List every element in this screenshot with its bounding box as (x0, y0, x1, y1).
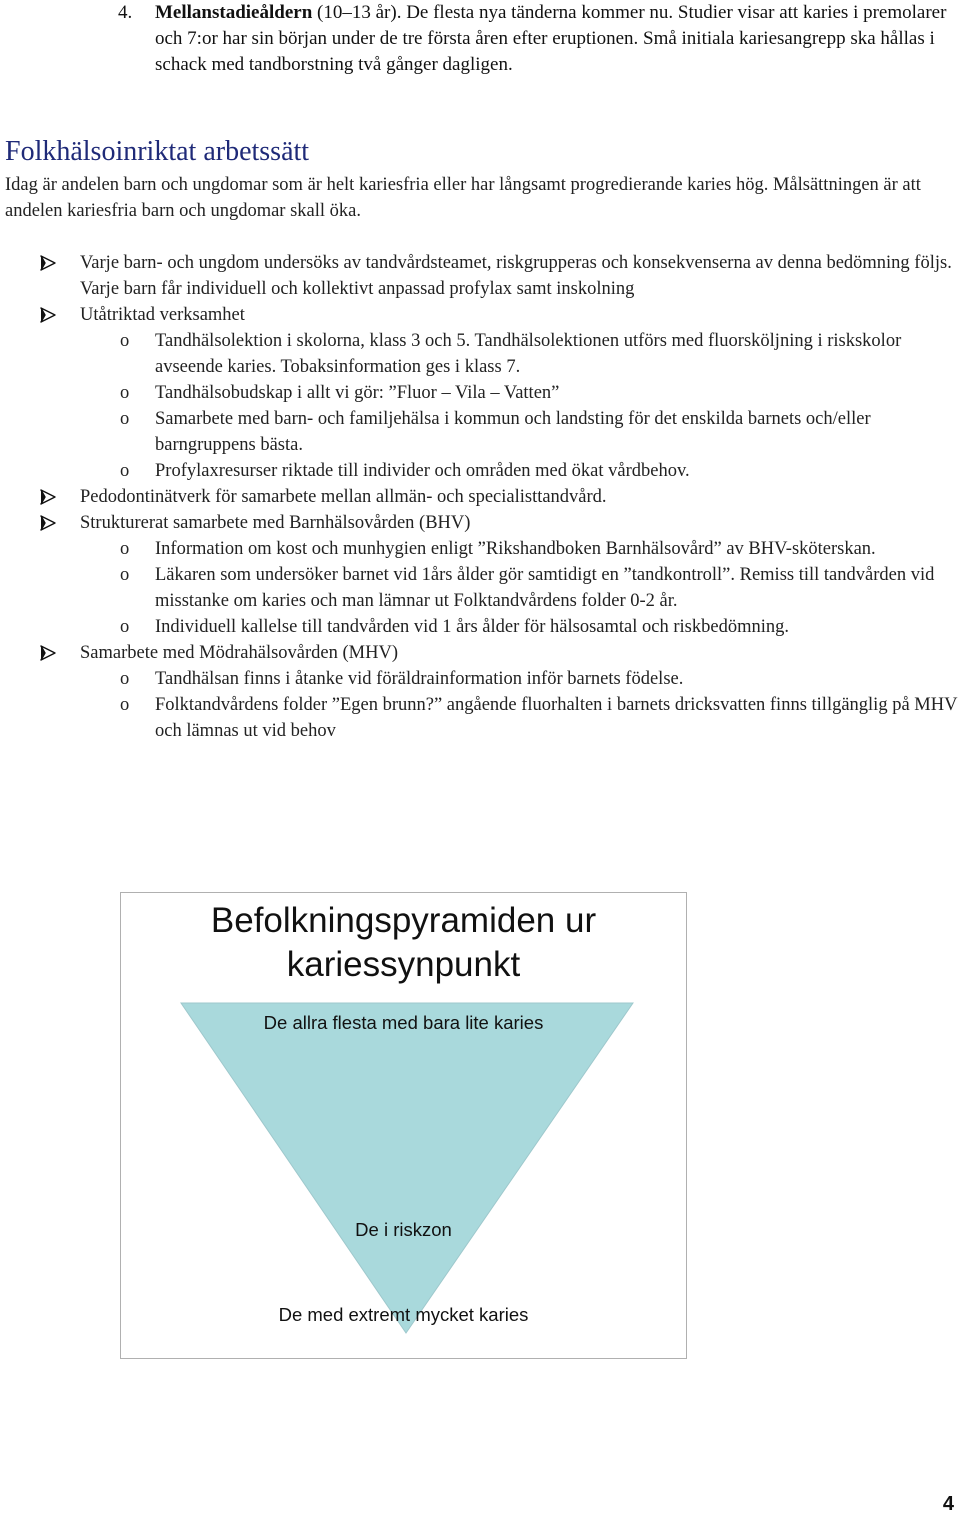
circle-bullet-marker: o (120, 539, 130, 559)
circle-bullet-marker: o (120, 617, 130, 637)
circle-bullet-marker: o (120, 409, 130, 429)
sub-bullet-text: Folktandvårdens folder ”Egen brunn?” angående fluorhalten i barnets dricksvatten finns tillgänglig på MHV och lämnas ut vid behov (155, 695, 958, 741)
sub-bullet-item (40, 328, 960, 380)
figure-title (121, 899, 686, 987)
bullet-item (40, 250, 960, 302)
bullet-text: Strukturerat samarbete med Barnhälsovården (BHV) (80, 513, 471, 533)
sub-bullet-item (40, 536, 960, 562)
item-title: Mellanstadieåldern (155, 2, 313, 23)
sub-bullet-text: Tandhälsolektion i skolorna, klass 3 och 5. Tandhälsolektionen utförs med fluorsköljning i riskskolor avseende karies. Tobaksinformation ges i klass 7. (155, 331, 902, 377)
bullet-item (40, 640, 960, 666)
sub-bullet-item (40, 614, 960, 640)
page-number: 4 (942, 1493, 954, 1515)
bullet-item (40, 484, 960, 510)
bullet-item (40, 302, 960, 328)
bullet-item (40, 510, 960, 536)
arrow-bullet-icon (40, 489, 56, 505)
circle-bullet-marker: o (120, 383, 130, 403)
item-text (155, 0, 948, 78)
sub-bullet-item (40, 666, 960, 692)
circle-bullet-marker: o (120, 331, 130, 351)
arrow-bullet-icon (40, 515, 56, 531)
inverted-triangle (181, 1003, 633, 1333)
section-heading: Folkhälsoinriktat arbetssätt (5, 136, 310, 167)
numbered-item-4 (118, 0, 948, 78)
item-body: (10–13 år). De flesta nya tänderna kommer nu. Studier visar att karies i premolarer och 7:or har sin början under de tre första åren efter eruptionen. Små initiala kariesangrepp ska hållas i schack med tandborstning två gånger dagligen. (155, 2, 947, 75)
circle-bullet-marker: o (120, 461, 130, 481)
sub-bullet-text: Individuell kallelse till tandvården vid 1 års ålder för hälsosamtal och riskbedömning. (155, 617, 789, 637)
sub-bullet-text: Profylaxresurser riktade till individer och områden med ökat vårdbehov. (155, 461, 690, 481)
sub-bullet-text: Information om kost och munhygien enligt ”Rikshandboken Barnhälsovård” av BHV-sköterskan. (155, 539, 876, 559)
label-middle: De i riskzon (355, 1219, 452, 1240)
sub-bullet-item (40, 380, 960, 406)
bullet-text: Samarbete med Mödrahälsovården (MHV) (80, 643, 398, 663)
sub-bullet-text: Samarbete med barn- och familjehälsa i kommun och landsting för det enskilda barnets och/eller barngruppens bästa. (155, 409, 871, 455)
pyramid-figure (120, 892, 687, 1359)
sub-bullet-text: Tandhälsobudskap i allt vi gör: ”Fluor – Vila – Vatten” (155, 383, 560, 403)
circle-bullet-marker: o (120, 669, 130, 689)
bullet-text: Pedodontinätverk för samarbete mellan allmän- och specialisttandvård. (80, 487, 607, 507)
sub-bullet-item (40, 458, 960, 484)
figure-title-line-2: kariessynpunkt (286, 945, 521, 984)
sub-bullet-item (40, 562, 960, 614)
figure-title-line-1: Befolkningspyramiden ur (210, 901, 597, 940)
label-top: De allra flesta med bara lite karies (263, 1012, 544, 1033)
bullet-list (40, 250, 960, 744)
label-bottom: De med extremt mycket karies (278, 1304, 529, 1325)
arrow-bullet-icon (40, 307, 56, 323)
circle-bullet-marker: o (120, 565, 130, 585)
sub-bullet-text: Tandhälsan finns i åtanke vid föräldrainformation inför barnets födelse. (155, 669, 684, 689)
sub-bullet-text: Läkaren som undersöker barnet vid 1års ålder gör samtidigt en ”tandkontroll”. Remiss till tandvården vid misstanke om karies och man lämnar ut Folktandvårdens folder 0-2 år. (155, 565, 935, 611)
sub-bullet-item (40, 692, 960, 744)
circle-bullet-marker: o (120, 695, 130, 715)
item-number: 4. (118, 2, 133, 23)
section-intro: Idag är andelen barn och ungdomar som är helt kariesfria eller har långsamt progredierande karies hög. Målsättningen är att andelen kariesfria barn och ungdomar skall öka. (5, 175, 921, 221)
bullet-text: Varje barn- och ungdom undersöks av tandvårdsteamet, riskgrupperas och konsekvenserna av denna bedömning följs. Varje barn får individuell och kollektivt anpassad profylax samt inskolning (80, 253, 952, 299)
arrow-bullet-icon (40, 645, 56, 661)
bullet-text: Utåtriktad verksamhet (80, 305, 245, 325)
arrow-bullet-icon (40, 255, 56, 271)
sub-bullet-item (40, 406, 960, 458)
